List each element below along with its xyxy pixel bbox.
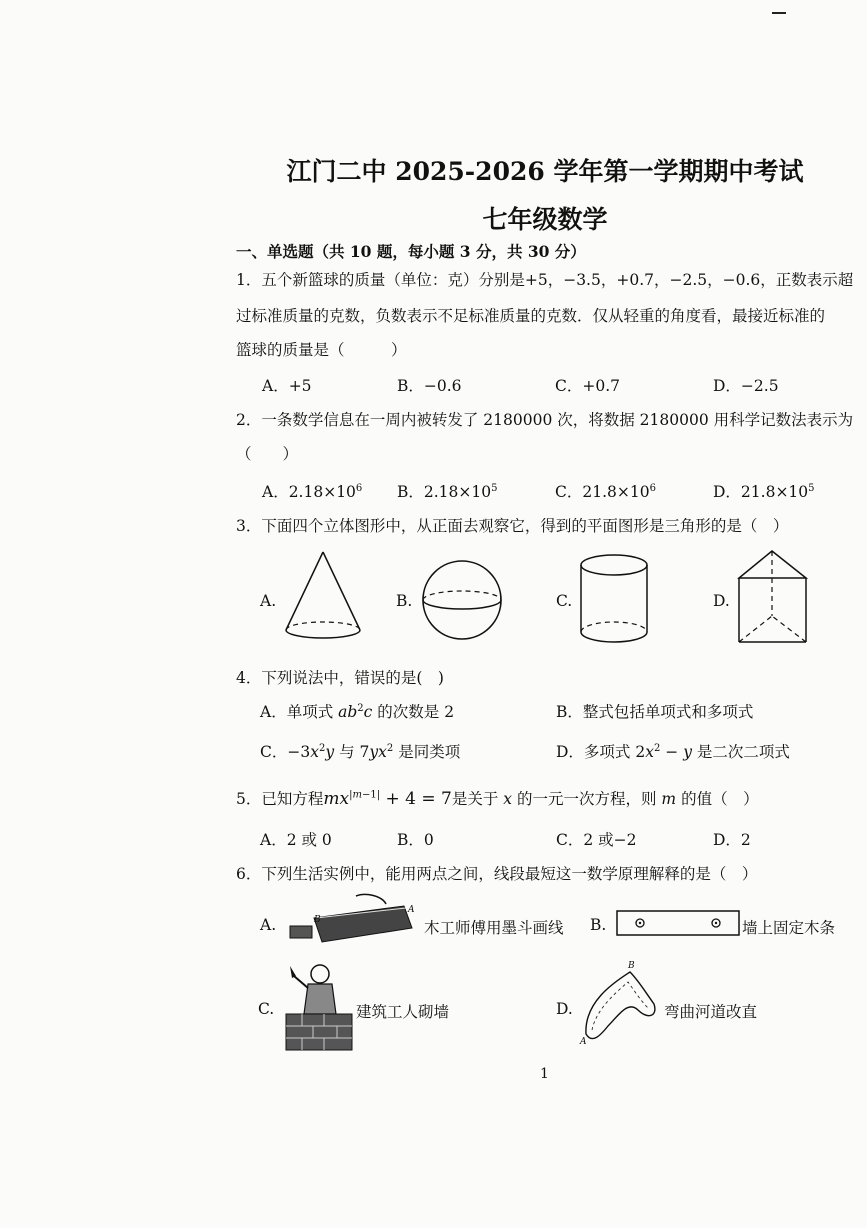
q5-option-a: A．2 或 0 xyxy=(260,831,332,849)
q2-option-d: D．$21.8\times 10^5$ xyxy=(713,482,815,501)
q4-option-d: D．多项式 $2x^2 - y$ 是二次二项式 xyxy=(556,742,790,761)
q3-label-c: C. xyxy=(556,592,573,610)
q3-label-b: B. xyxy=(396,592,413,610)
svg-text:B: B xyxy=(314,915,321,925)
q1-option-a: A．+5 xyxy=(262,377,312,395)
q1-option-b: B．−0.6 xyxy=(397,377,462,395)
q3-label-d: D. xyxy=(713,592,730,610)
scan-mark xyxy=(772,12,786,14)
section-heading: 一、单选题（共 10 题，每小题 3 分，共 30 分） xyxy=(236,242,586,261)
q2-option-c: C．$21.8\times 10^6$ xyxy=(555,482,656,501)
q6-label-c: C. xyxy=(258,1000,275,1018)
q5-line1: 5．已知方程$mx^{|m-1|} + 4 = 7$是关于 x 的一元一次方程，则 m 的值（ ） xyxy=(236,789,759,809)
cylinder-icon xyxy=(578,552,658,648)
q4-option-b: B．整式包括单项式和多项式 xyxy=(556,703,754,721)
svg-text:B: B xyxy=(628,961,635,971)
q1-option-c: C．+0.7 xyxy=(555,377,620,395)
triangular-prism-icon xyxy=(734,548,814,648)
q6-line1: 6．下列生活实例中，能用两点之间，线段最短这一数学原理解释的是（ ） xyxy=(236,865,758,883)
q6-label-b: B. xyxy=(590,916,607,934)
curved-river-icon xyxy=(578,960,664,1054)
carpenter-chalk-line-icon xyxy=(286,892,422,952)
exam-title: 江门二中 2025-2026 学年第一学期期中考试 xyxy=(286,157,804,186)
q6-text-d: 弯曲河道改直 xyxy=(664,1003,758,1021)
q1-line3: 篮球的质量是（ ） xyxy=(236,341,407,359)
q6-text-a: 木工师傅用墨斗画线 xyxy=(424,919,564,937)
wooden-strip-icon xyxy=(616,910,742,938)
q2-line1: 2．一条数学信息在一周内被转发了 2180000 次，将数据 2180000 用科学记数法表示为 xyxy=(236,411,854,429)
sphere-icon xyxy=(420,556,510,646)
q6-label-d: D. xyxy=(556,1000,573,1018)
q4-option-c: C．$-3x^2y$ 与 $7yx^2$ 是同类项 xyxy=(260,742,461,761)
bricklayer-icon xyxy=(282,962,358,1054)
q6-label-a: A. xyxy=(260,916,277,934)
q5-option-b: B．0 xyxy=(397,831,434,849)
q1-line2: 过标准质量的克数，负数表示不足标准质量的克数．仅从轻重的角度看，最接近标准的 xyxy=(236,307,826,325)
q6-text-c: 建筑工人砌墙 xyxy=(356,1003,450,1021)
svg-text:A: A xyxy=(580,1037,587,1047)
exam-subtitle: 七年级数学 xyxy=(482,205,608,234)
cone-icon xyxy=(280,548,380,648)
q1-option-d: D．−2.5 xyxy=(713,377,779,395)
q6-text-b: 墙上固定木条 xyxy=(742,919,836,937)
q3-line1: 3．下面四个立体图形中，从正面去观察它，得到的平面图形是三角形的是（ ） xyxy=(236,517,789,535)
q2-option-b: B．$2.18\times 10^5$ xyxy=(397,482,498,501)
q2-option-a: A．$2.18\times 10^6$ xyxy=(262,482,363,501)
q1-line1: 1．五个新篮球的质量（单位：克）分别是+5，−3.5，+0.7，−2.5，−0.6，正数表示超 xyxy=(236,271,854,289)
q3-label-a: A. xyxy=(260,592,277,610)
q2-line2: （ ） xyxy=(236,445,299,463)
q4-option-a: A．单项式 $ab^2c$ 的次数是 2 xyxy=(260,702,455,721)
svg-text:A: A xyxy=(408,905,415,915)
q4-line1: 4．下列说法中，错误的是( ) xyxy=(236,669,444,687)
q5-option-c: C．2 或−2 xyxy=(556,831,637,849)
page-number: 1 xyxy=(540,1066,549,1082)
q5-option-d: D．2 xyxy=(713,831,751,849)
